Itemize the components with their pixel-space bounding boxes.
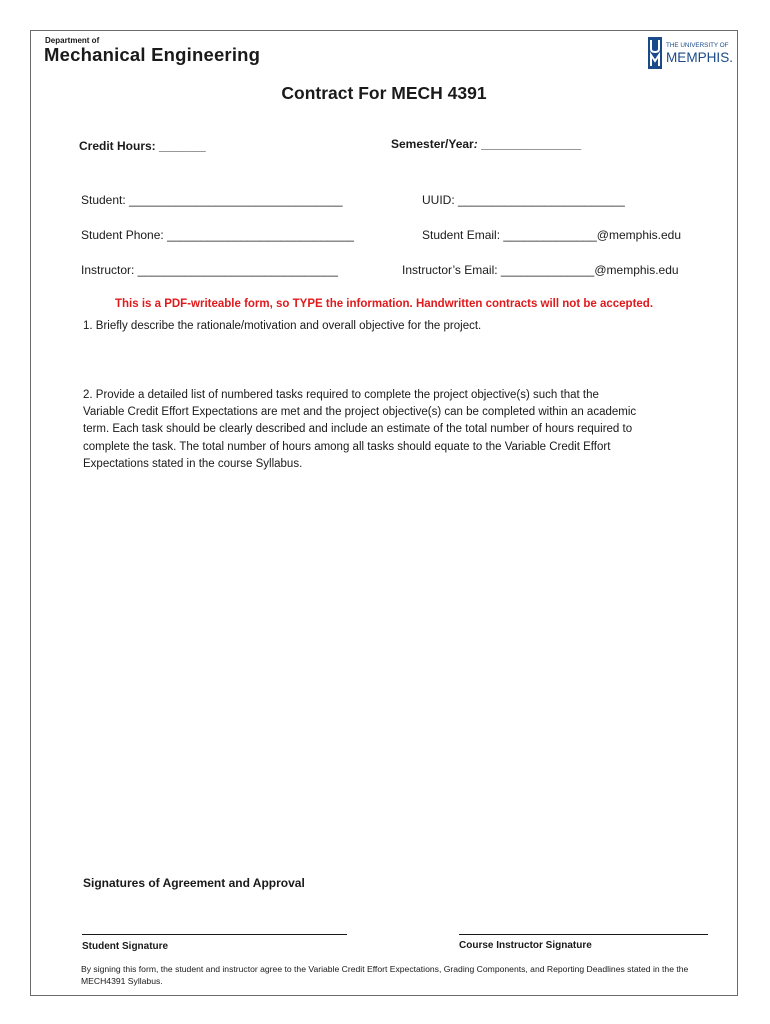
instruction-item-2-line: complete the task. The total number of hours among all tasks should equate to the Variable Credit Effort xyxy=(83,440,611,453)
writeable-form-warning: This is a PDF-writeable form, so TYPE the information. Handwritten contracts will not be accepted. xyxy=(114,298,654,310)
semester-year-blank: _______________ xyxy=(477,137,582,151)
contract-form-page xyxy=(30,30,738,996)
university-of-memphis-logo xyxy=(648,37,734,69)
uuid-field[interactable]: UUID: _________________________ xyxy=(422,193,625,207)
semester-year-label: Semester/Year xyxy=(391,137,474,151)
instruction-item-2-line: Expectations stated in the course Syllabus. xyxy=(83,457,303,470)
student-name-field[interactable]: Student: ________________________________ xyxy=(81,193,343,207)
signature-agreement-text: By signing this form, the student and instructor agree to the Variable Credit Effort Expectations, Grading Components, and Reporting Deadlines stated in the the MECH4391 Syllabus. xyxy=(81,964,689,987)
student-phone-field[interactable]: Student Phone: ____________________________ xyxy=(81,228,354,242)
instruction-item-1: 1. Briefly describe the rationale/motivation and overall objective for the project. xyxy=(83,320,482,332)
instruction-item-2-line: term. Each task should be clearly described and include an estimate of the total number of hours required to xyxy=(83,423,633,436)
logo-university-small: THE UNIVERSITY OF xyxy=(666,42,729,49)
logo-university-big: MEMPHIS. xyxy=(666,49,733,65)
instructor-email-field[interactable]: Instructor’s Email: ______________@memphis.edu xyxy=(402,263,679,277)
semester-year-colon: : xyxy=(473,137,478,151)
credit-hours-field[interactable]: Credit Hours: _______ xyxy=(79,139,206,153)
instruction-item-2 xyxy=(83,387,636,473)
signatures-heading: Signatures of Agreement and Approval xyxy=(83,876,305,890)
department-name: Mechanical Engineering xyxy=(44,44,261,65)
instructor-signature-label: Course Instructor Signature xyxy=(459,940,592,951)
instruction-item-2-line: Variable Credit Effort Expectations are met and the project objective(s) can be completed within an academic xyxy=(83,406,637,419)
page-title: Contract For MECH 4391 xyxy=(281,83,487,103)
student-signature-line[interactable] xyxy=(82,934,347,935)
instructor-signature-line[interactable] xyxy=(459,934,708,935)
instruction-item-2-line: 2. Provide a detailed list of numbered tasks required to complete the project objective(s) such that the xyxy=(83,389,599,401)
semester-year-field[interactable] xyxy=(391,137,581,151)
student-email-field[interactable]: Student Email: ______________@memphis.edu xyxy=(422,228,682,242)
instructor-name-field[interactable]: Instructor: ______________________________ xyxy=(81,263,338,277)
department-label: Department of xyxy=(45,36,100,45)
student-signature-label: Student Signature xyxy=(82,941,169,952)
